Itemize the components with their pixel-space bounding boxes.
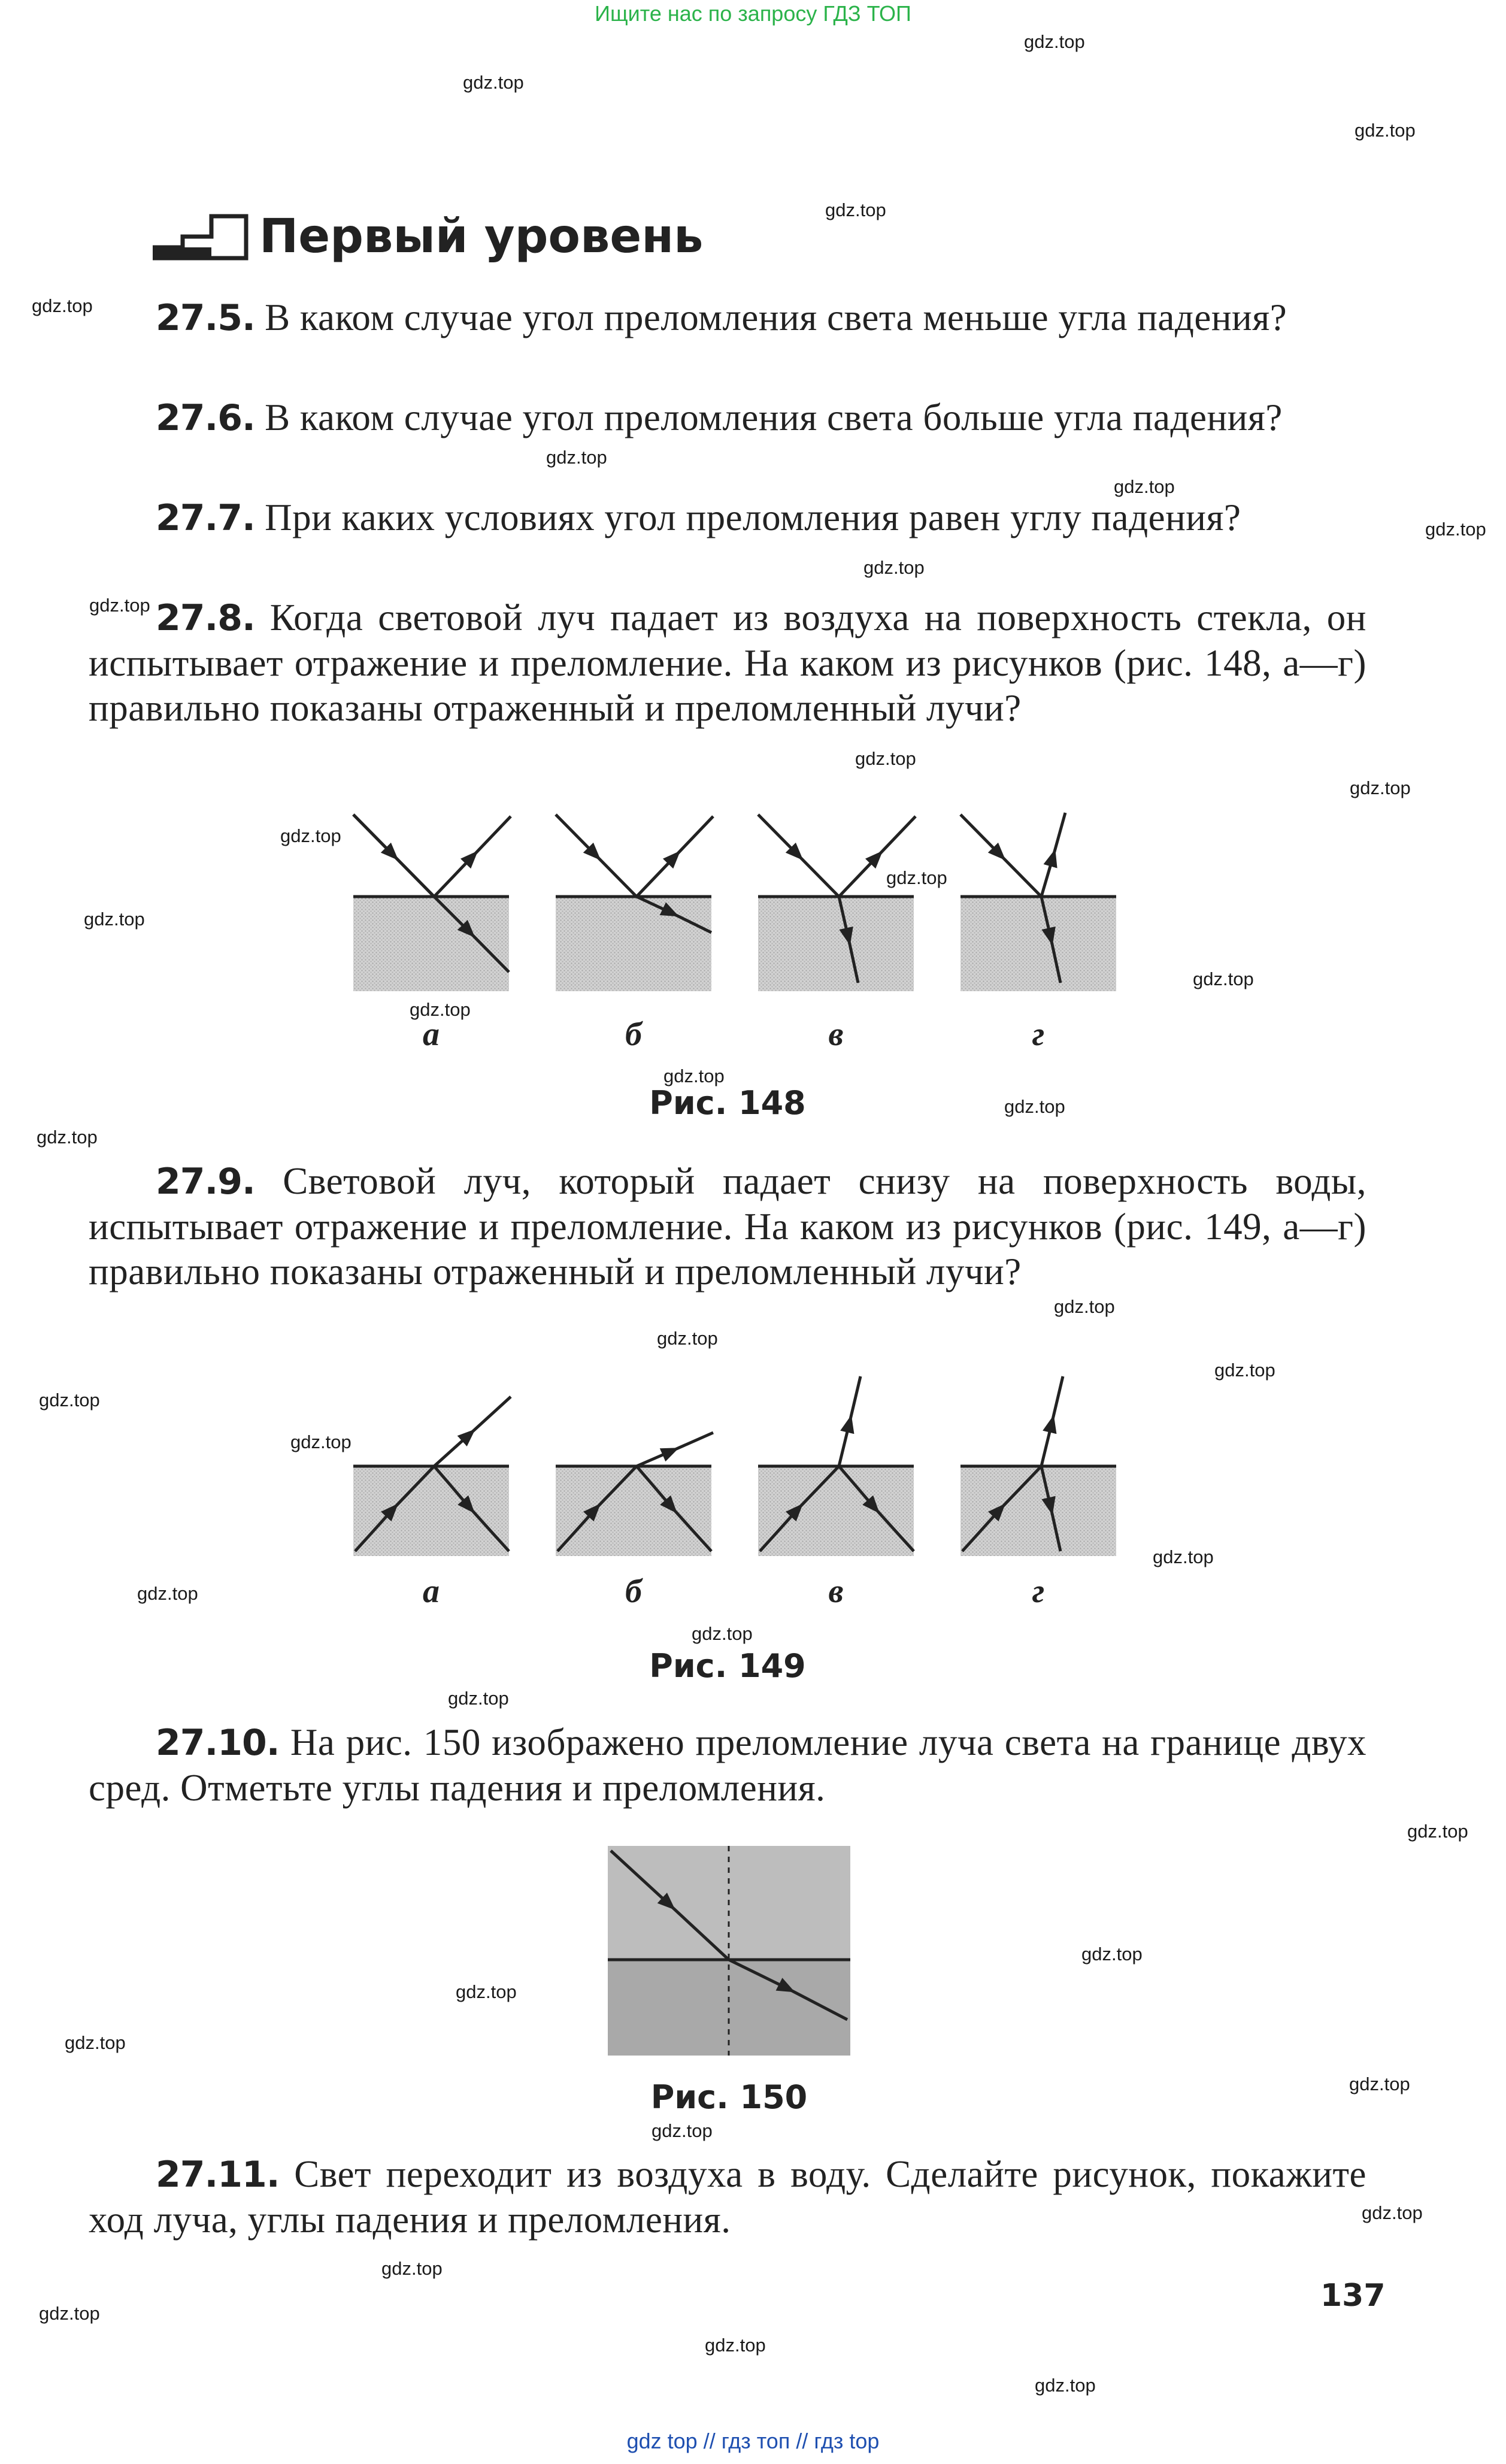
watermark: gdz.top [1350,777,1411,798]
problem-27-6 [89,395,1366,441]
watermark: gdz.top [1425,519,1486,540]
figure-149-caption: Рис. 149 [649,1647,806,1685]
watermark: gdz.top [89,595,150,616]
watermark: gdz.top [1004,1096,1065,1117]
figure-label: г [1032,1573,1045,1610]
problem-27-10 [89,1720,1366,1811]
figure-150-caption: Рис. 150 [650,2078,808,2116]
watermark: gdz.top [463,72,524,93]
bottom-links[interactable]: gdz top // гдз топ // гдз top [626,2429,880,2453]
watermark: gdz.top [886,867,947,888]
problem-text: В каком случае угол преломления света меньше угла падения? [265,296,1287,338]
page-number: 137 [1320,2278,1386,2314]
watermark: gdz.top [1035,2375,1096,2396]
figure-label: б [625,1016,642,1053]
problem-number: 27.7. [156,497,255,539]
figure-148-caption: Рис. 148 [649,1084,806,1122]
figure-label: б [625,1573,642,1610]
watermark: gdz.top [855,748,916,769]
figure-label: а [423,1573,440,1610]
figure-149-v [755,1372,917,1557]
watermark: gdz.top [1362,2202,1423,2223]
watermark: gdz.top [546,447,607,468]
problem-number: 27.11. [156,2154,280,2196]
figure-148-v [755,812,917,991]
watermark: gdz.top [410,999,471,1020]
watermark: gdz.top [1114,476,1175,497]
watermark: gdz.top [84,909,145,930]
problem-number: 27.10. [156,1722,280,1764]
problem-text: Световой луч, который падает снизу на поверхность воды, испытывает отражение и преломление. На каком из рисунков (рис. 149, а—г) правильно показаны отраженный и преломленный лучи? [89,1160,1366,1292]
watermark: gdz.top [1407,1821,1468,1842]
problem-number: 27.5. [156,297,255,339]
figure-label: г [1032,1016,1045,1053]
problem-27-7 [89,495,1366,541]
watermark: gdz.top [825,199,886,220]
watermark: gdz.top [1355,120,1416,141]
watermark: gdz.top [37,1127,98,1148]
problem-number: 27.6. [156,397,255,439]
figure-148-b [553,812,714,991]
watermark: gdz.top [1193,968,1254,989]
section-header [153,207,703,267]
stairs-icon [153,213,249,261]
watermark: gdz.top [448,1688,509,1709]
top-banner[interactable]: Ищите нас по запросу ГДЗ ТОП [595,1,911,26]
watermark: gdz.top [1349,2073,1410,2094]
watermark: gdz.top [663,1065,725,1086]
watermark: gdz.top [290,1431,351,1452]
figure-149-b [553,1372,714,1557]
watermark: gdz.top [456,1981,517,2002]
watermark: gdz.top [1024,31,1085,52]
watermark: gdz.top [65,2032,126,2053]
watermark: gdz.top [1054,1296,1115,1317]
watermark: gdz.top [137,1583,198,1604]
problem-text: При каких условиях угол преломления равен углу падения? [265,497,1241,538]
problem-text: Свет переходит из воздуха в воду. Сделайте рисунок, покажите ход луча, углы падения и преломления. [89,2153,1366,2241]
watermark: gdz.top [863,557,925,578]
watermark: gdz.top [381,2258,443,2279]
watermark: gdz.top [652,2120,713,2141]
figure-label: в [828,1016,844,1053]
figure-150 [608,1846,850,2056]
figure-148-a [350,812,512,991]
watermark: gdz.top [32,295,93,316]
figure-label: а [423,1016,440,1053]
figure-149 [350,1372,1123,1623]
watermark: gdz.top [280,825,341,846]
problem-text: На рис. 150 изображено преломление луча света на границе двух сред. Отметьте углы падения и преломления. [89,1721,1366,1809]
watermark: gdz.top [657,1328,718,1349]
figure-label: в [828,1573,844,1610]
watermark: gdz.top [692,1623,753,1644]
problem-text: Когда световой луч падает из воздуха на поверхность стекла, он испытывает отражение и преломление. На каком из рисунков (рис. 148, а—г) правильно показаны отраженный и преломленный лучи? [89,597,1367,729]
watermark: gdz.top [39,2303,100,2324]
problem-number: 27.8. [156,597,255,639]
problem-27-5 [89,295,1366,341]
figure-149-g [957,1372,1119,1557]
problem-27-11 [89,2152,1366,2242]
problem-27-9 [89,1159,1366,1294]
watermark: gdz.top [1214,1360,1275,1381]
figure-149-a [350,1372,512,1557]
problem-text: В каком случае угол преломления света больше угла падения? [265,396,1283,438]
watermark: gdz.top [39,1390,100,1410]
watermark: gdz.top [1153,1546,1214,1567]
section-title: Первый уровень [259,210,704,264]
watermark: gdz.top [705,2335,766,2356]
problem-number: 27.9. [156,1161,255,1203]
figure-148-g [957,812,1119,991]
watermark: gdz.top [1081,1944,1143,1964]
problem-27-8 [89,595,1366,731]
figure-148 [350,812,1123,1063]
